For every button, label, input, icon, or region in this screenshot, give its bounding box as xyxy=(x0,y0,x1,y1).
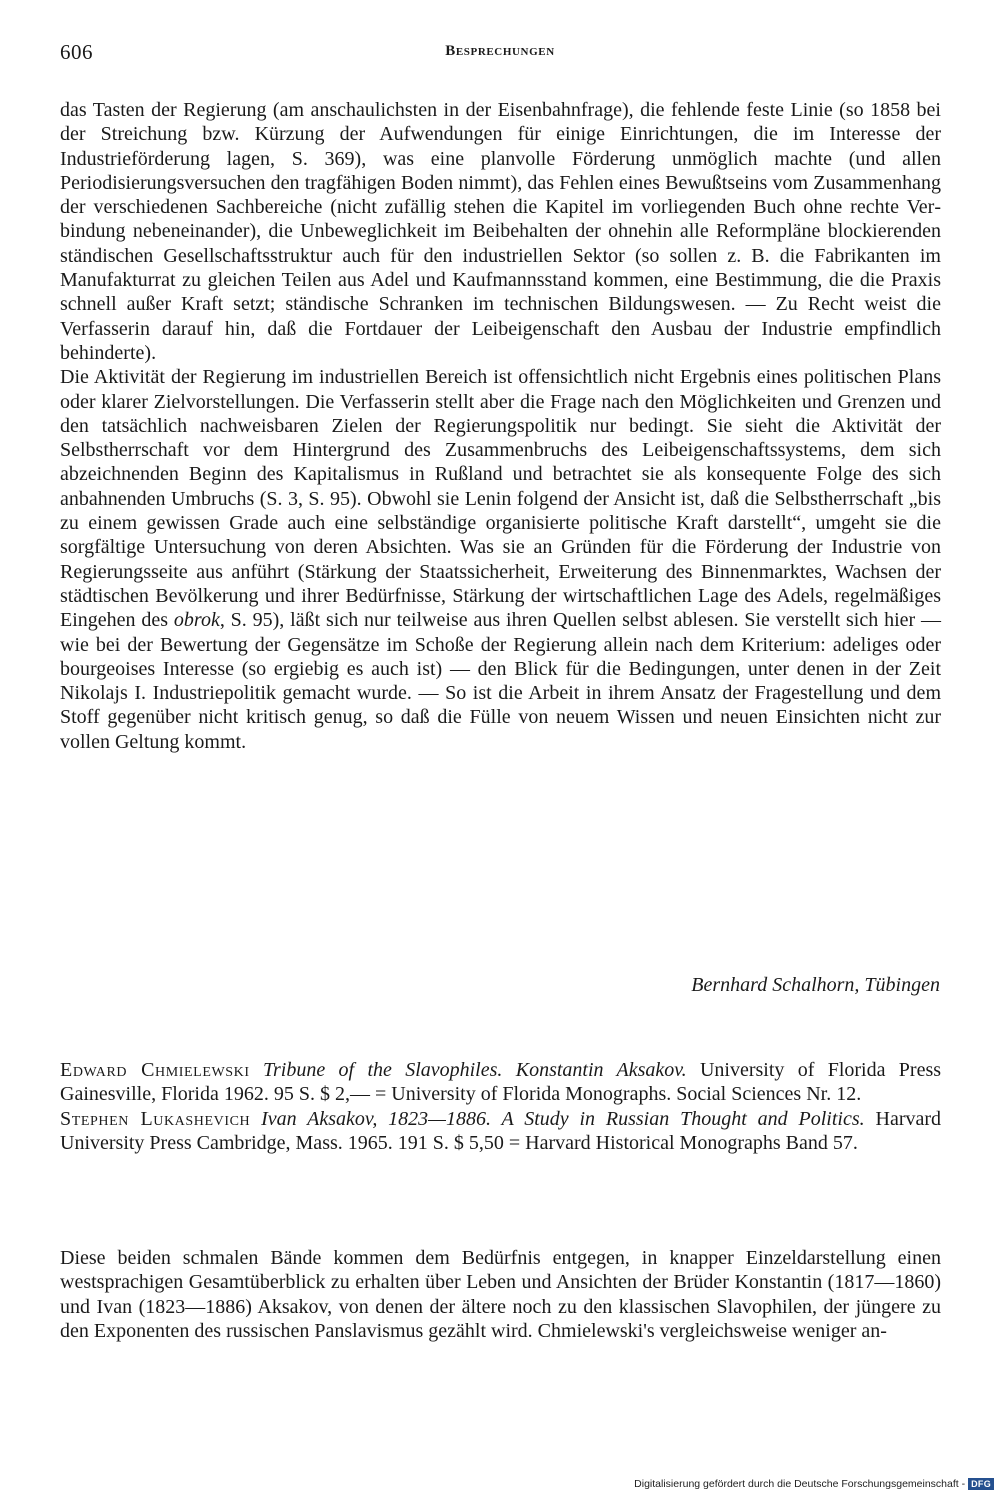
bib-details: University of Florida Press Gainesville, Florida 1962. 95 S. $ 2,— = University of Florida Monographs. Social Sciences Nr. 12. xyxy=(60,1059,942,1106)
review-1-paragraph-1: das Tasten der Regierung (am anschaulichsten in der Eisenbahnfrage), die fehlende feste Linie (so 1858 bei der Streichung bzw. Kürzung der Aufwendungen für einige Einrichtungen, die im Interesse der Industrieförderung lagen, S. 369), was eine planvolle Förderung unmöglich machte (und allen Periodisierungsversuchen den tragfähigen Boden nimmt), das Fehlen eines Bewußtseins vom Zusammenhang der verschiedenen Sachbereiche (nicht zufällig stehen die Kapitel im vorliegenden Buch ohne rechte Verbindung nebeneinander), die Unbeweglichkeit im Beibehalten der ohnehin alle Reformpläne blockierenden ständischen Gesellschaftsstruktur auch für den industriellen Sektor (so sollen z. B. die Fabrikanten im Manufakturrat zu gleichen Teilen aus Adel und Kaufmannsstand kommen, eine Bestimmung, die die Praxis schnell außer Kraft setzt; ständische Schranken im technischen Bildungswesen. — Zu Recht weist die Verfasserin darauf hin, daß die Fortdauer der Leibeigenschaft den Ausbau der Industrie empfindlich behinderte). xyxy=(60,99,941,364)
bibliography-block xyxy=(60,1058,941,1155)
bib-title: Tribune of the Slavophiles. Konstantin Aksakov. xyxy=(263,1059,687,1081)
page-number: 606 xyxy=(60,40,93,64)
bib-title: Ivan Aksakov, 1823—1886. A Study in Russian Thought and Politics. xyxy=(261,1107,865,1130)
reviewer-signature: Bernhard Schalhorn, Tübingen xyxy=(691,974,940,996)
running-head xyxy=(60,40,940,70)
digitization-footer xyxy=(634,1478,994,1490)
dfg-logo-icon: DFG xyxy=(968,1478,994,1490)
review-2-text xyxy=(60,1246,941,1343)
review-1-paragraph-2 xyxy=(60,365,941,754)
review-1-paragraph-2-part-b: , S. 95), läßt sich nur teilweise aus ihren Quellen selbst ablesen. Sie verstellt sich hier — wie bei der Bewertung der Gegensätze im Schoße der Regierung allein nach dem Kriterium: adeliges oder bourgeoises Interesse (so ergiebig es auch ist) — den Blick für die Bedingungen, unter denen in der Zeit Nikolajs I. Industriepolitik gemacht wurde. — So ist die Arbeit in ihrem Ansatz der Fragestellung und dem Stoff gegenüber nicht kritisch genug, so daß die Fülle von neuem Wissen und neuen Einsichten nicht zur vollen Geltung kommt. xyxy=(60,609,942,753)
review-1-paragraph-2-part-a: Die Aktivität der Regierung im industriellen Bereich ist offensichtlich nicht Ergebnis eines politischen Plans oder klarer Zielvorstellungen. Die Verfasserin stellt aber die Frage nach den Möglichkeiten und Grenzen und den tatsächlich nachweisbaren Zielen der Regierungspolitik nur bedingt. Sie sieht die Aktivität der Selbstherrschaft vor dem Hintergrund des Zusammenbruchs des Leibeigenschaftssystems, dem sich abzeichnenden Beginn des Kapitalismus in Rußland und betrachtet sie als konsequente Folge des sich anbahnenden Umbruchs (S. 3, S. 95). Obwohl sie Lenin folgend der Ansicht ist, daß die Selbstherrschaft „bis zu einem gewissen Grade auch eine selbständige organisierte politische Kraft darstellt“, umgeht sie die sorgfältige Untersuchung von deren Absichten. Was sie an Gründen für die Förderung der Industrie von Regierungsseite aus anführt (Stärkung der Staatssicherheit, Erweiterung des Binnenmarktes, Wachsen der städtischen Bevölkerung und ihrer Bedürfnisse, Stärkung der wirtschaftlichen Lage des Adels, regelmäßiges Eingehen des xyxy=(60,366,941,632)
bibliography-entry xyxy=(60,1107,941,1156)
obrok-term: obrok xyxy=(173,609,220,632)
review-2-paragraph: Diese beiden schmalen Bände kommen dem Bedürfnis entgegen, in knapper Einzeldarstellung einen westsprachigen Gesamtüberblick zu erhalten über Leben und Ansichten der Brüder Konstantin (1817—1860) und Ivan (1823—1886) Aksakov, von denen der ältere noch zu den klassischen Slavophilen, der jüngere zu den Exponenten des russischen Panslavismus gezählt wird. Chmielewski's vergleichsweise weniger an- xyxy=(60,1247,941,1342)
bib-author: Edward Chmielewski xyxy=(60,1059,250,1081)
bibliography-entry xyxy=(60,1058,941,1107)
bib-details: Harvard University Press Cambridge, Mass. 1965. 191 S. $ 5,50 = Harvard Historical Monographs Band 57. xyxy=(60,1107,942,1154)
review-1-text xyxy=(60,98,941,754)
section-title: Besprechungen xyxy=(445,43,555,59)
footer-text: Digitalisierung gefördert durch die Deutsche Forschungsgemeinschaft - xyxy=(634,1478,966,1490)
bib-author: Stephen Lukashevich xyxy=(60,1107,251,1130)
